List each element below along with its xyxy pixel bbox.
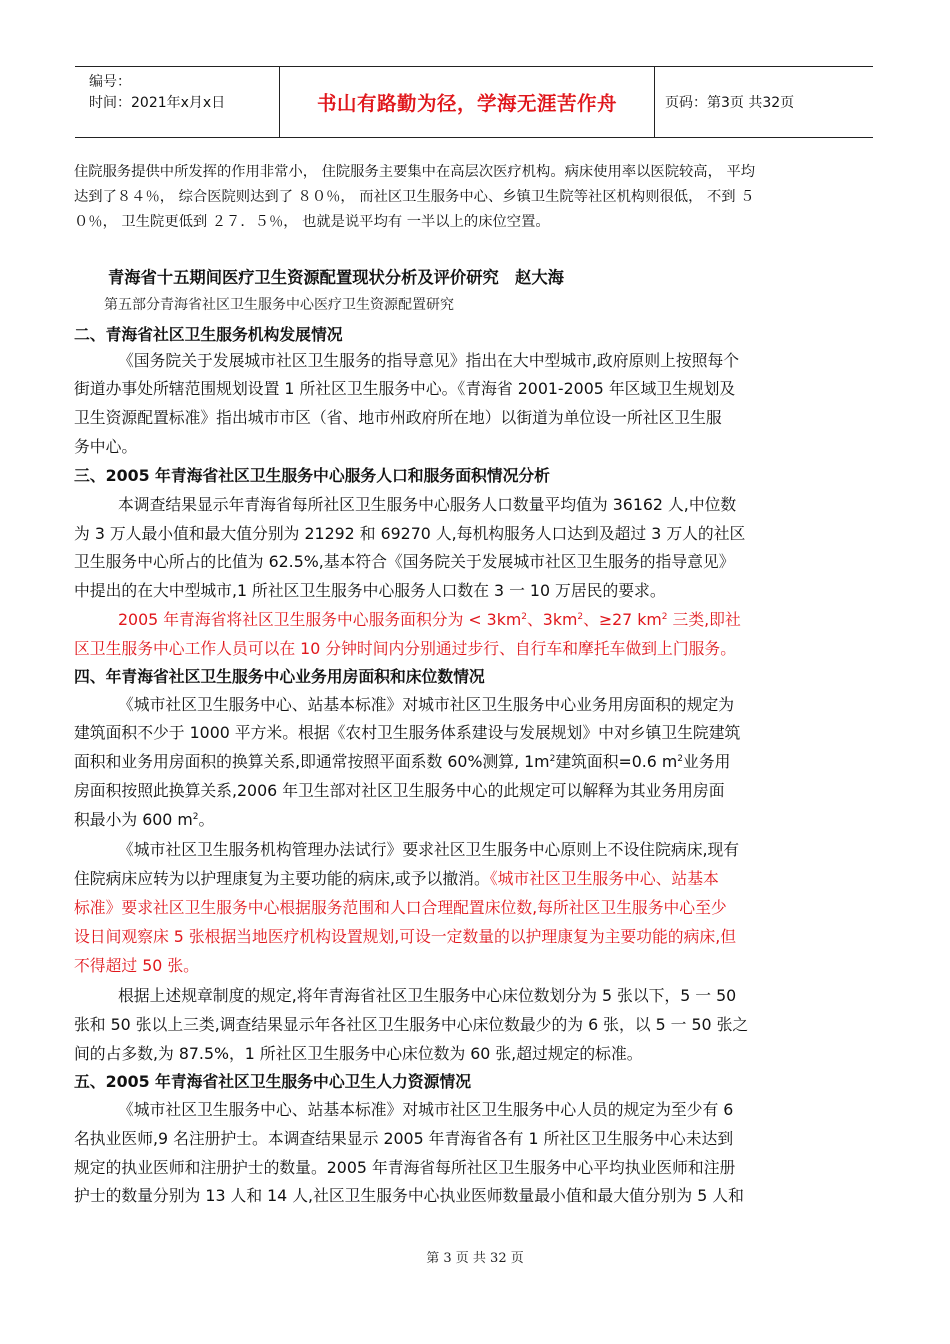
highlight-line: 区卫生服务中心工作人员可以在 10 分钟时间内分别通过步行、自行车和摩托车做到上门服务。	[74, 639, 737, 658]
number-label: 编号：	[89, 74, 131, 90]
section-heading: 四、年青海省社区卫生服务中心业务用房面积和床位数情况	[74, 667, 485, 686]
intro-line: ０％， 卫生院更低到 ２７．５％， 也就是说平均有 一半以上的床位空置。	[74, 214, 550, 230]
body-line: 务中心。	[74, 437, 138, 456]
page-footer: 第 3 页 共 32 页	[426, 1251, 524, 1266]
body-line: 《城市社区卫生服务机构管理办法试行》要求社区卫生服务中心原则上不设住院病床,现有	[118, 840, 740, 859]
section-heading: 五、2005 年青海省社区卫生服务中心卫生人力资源情况	[74, 1072, 471, 1091]
body-line: 《国务院关于发展城市社区卫生服务的指导意见》指出在大中型城市,政府原则上按照每个	[118, 351, 740, 370]
body-line: 为 3 万人最小值和最大值分别为 21292 和 69270 人,每机构服务人口达到及超过 3 万人的社区	[74, 524, 746, 543]
section-heading: 二、青海省社区卫生服务机构发展情况	[74, 325, 343, 344]
body-line: 根据上述规章制度的规定,将年青海省社区卫生服务中心床位数划分为 5 张以下，5 一 50	[118, 986, 737, 1005]
body-line: 街道办事处所辖范围规划设置 1 所社区卫生服务中心。《青海省 2001-2005 年区域卫生规划及	[74, 379, 736, 398]
body-line: 建筑面积不少于 1000 平方米。根据《农村卫生服务体系建设与发展规划》中对乡镇卫生院建筑	[74, 723, 741, 742]
page-label: 页码：第3页 共32页	[665, 95, 795, 111]
body-line: 《城市社区卫生服务中心、站基本标准》对城市社区卫生服务中心人员的规定为至少有 6	[118, 1100, 734, 1119]
body-line: 本调查结果显示年青海省每所社区卫生服务中心服务人口数量平均值为 36162 人,中位数	[118, 495, 737, 514]
highlight-line: 2005 年青海省将社区卫生服务中心服务面积分为 < $3km^2$、$3km^2$、≥27 $km^2$ 三类,即社	[118, 610, 741, 629]
highlight-line: 标准》要求社区卫生服务中心根据服务范围和人口合理配置床位数,每所社区卫生服务中心至少	[74, 898, 727, 917]
highlight-line: 不得超过 50 张。	[74, 956, 199, 975]
body-line: 卫生服务中心所占的比值为 62.5%,基本符合《国务院关于发展城市社区卫生服务的指导意见》	[74, 552, 735, 571]
page-header	[75, 66, 873, 138]
intro-line: 住院服务提供中所发挥的作用非常小， 住院服务主要集中在高层次医疗机构。病床使用率以医院较高， 平均	[74, 164, 756, 180]
body-line: 房面积按照此换算关系,2006 年卫生部对社区卫生服务中心的此规定可以解释为其业务用房面	[74, 781, 725, 800]
body-line: 《城市社区卫生服务中心、站基本标准》对城市社区卫生服务中心业务用房面积的规定为	[118, 695, 735, 714]
body-line: 积最小为 600 $m^2$。	[74, 810, 215, 829]
body-line: 间的占多数,为 87.5%，1 所社区卫生服务中心床位数为 60 张,超过规定的标准。	[74, 1044, 643, 1063]
body-line: 名执业医师,9 名注册护士。本调查结果显示 2005 年青海省各有 1 所社区卫生服务中心未达到	[74, 1129, 734, 1148]
body-line: 卫生资源配置标准》指出城市市区（省、地市州政府所在地）以街道为单位设一所社区卫生服	[74, 408, 722, 427]
section-heading: 三、2005 年青海省社区卫生服务中心服务人口和服务面积情况分析	[74, 466, 550, 485]
highlight-line: 设日间观察床 5 张根据当地医疗机构设置规划,可设一定数量的以护理康复为主要功能的病床,但	[74, 927, 737, 946]
body-line: 中提出的在大中型城市,1 所社区卫生服务中心服务人口数在 3 一 10 万居民的要求。	[74, 581, 666, 600]
body-line: 住院病床应转为以护理康复为主要功能的病床,或予以撤消。《城市社区卫生服务中心、站基本	[74, 869, 719, 888]
body-line: 护士的数量分别为 13 人和 14 人,社区卫生服务中心执业医师数量最小值和最大值分别为 5 人和	[74, 1186, 744, 1205]
motto: 书山有路勤为径，学海无涯苦作舟	[280, 67, 655, 137]
part-subtitle: 第五部分青海省社区卫生服务中心医疗卫生资源配置研究	[104, 297, 454, 313]
body-line: 规定的执业医师和注册护士的数量。2005 年青海省每所社区卫生服务中心平均执业医师和注册	[74, 1158, 736, 1177]
body-line: 张和 50 张以上三类,调查结果显示年各社区卫生服务中心床位数最少的为 6 张，以 5 一 50 张之	[74, 1015, 749, 1034]
body-line: 面积和业务用房面积的换算关系,即通常按照平面系数 60%测算, $1m^2$建筑面积=0.6 $m^2$业务用	[74, 752, 731, 771]
article-title: 青海省十五期间医疗卫生资源配置现状分析及评价研究 赵大海	[108, 268, 564, 287]
header-meta	[75, 67, 280, 137]
intro-line: 达到了８４％， 综合医院则达到了 ８０％， 而社区卫生服务中心、乡镇卫生院等社区机构则很低， 不到 ５	[74, 189, 755, 205]
time-label: 时间：2021年x月x日	[89, 95, 226, 111]
